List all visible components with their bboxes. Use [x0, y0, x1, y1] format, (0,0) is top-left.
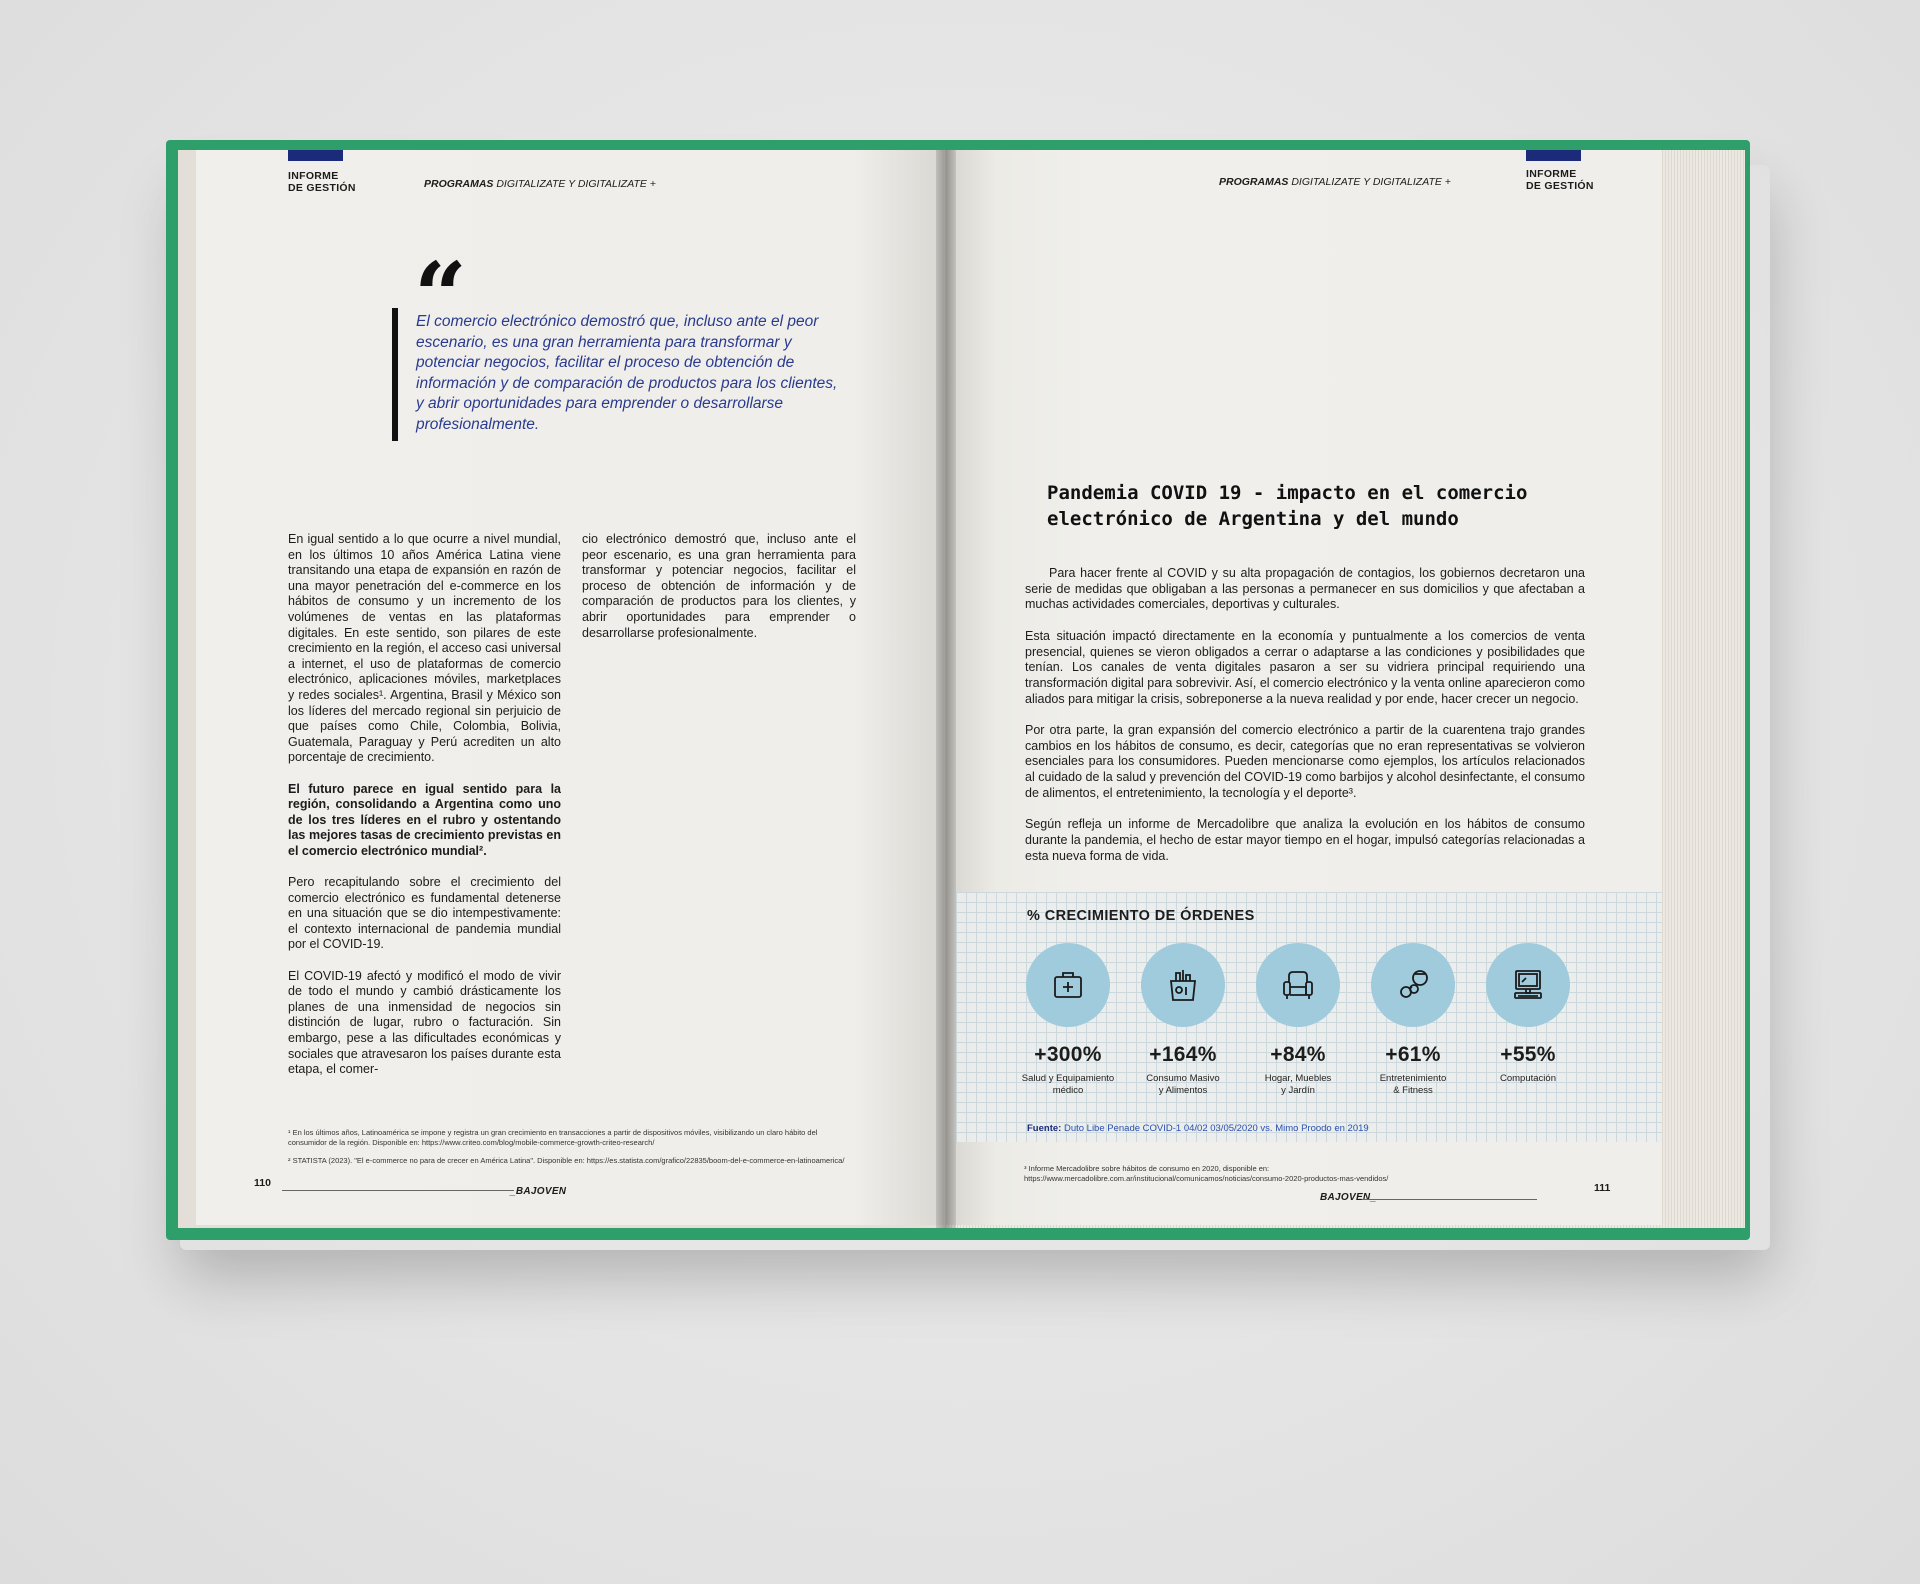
header-label-line2: DE GESTIÓN: [288, 182, 356, 194]
paragraph: Pero recapitulando sobre el crecimiento del comercio electrónico es fundamental detenerse en una situación que se dio intempestivamente: el contexto internacional de pandemia mundial por el COVID-19.: [288, 875, 561, 952]
footer-rule: [1362, 1199, 1537, 1200]
paragraph: Por otra parte, la gran expansión del comercio electrónico a partir de la cuarentena trajo grandes cambios en los hábitos de consumo, es decir, categorías que no eran representativas se volvieron esenciales para los consumidores. Pueden mencionarse como ejemplos, los artículos relacionados al cuidado de la salud y prevención del COVID-19 como barbijos y alcohol desinfectante, el consumo de alimentos, el entretenimiento, la tecnología y el deporte³.: [1025, 723, 1585, 800]
category-groceries: [1123, 943, 1243, 1097]
category-computing: [1468, 943, 1588, 1085]
left-footnotes: [288, 1128, 853, 1174]
right-body-text: [1025, 566, 1585, 880]
category-health: [1008, 943, 1128, 1097]
category-label: [1123, 1073, 1243, 1097]
header-label-line1: INFORME: [288, 170, 339, 182]
paragraph: En igual sentido a lo que ocurre a nivel mundial, en los últimos 10 años América Latina viene transitando una etapa de expansión en razón de una mayor penetración del e-commerce en los hábitos de consumo y un incremento de los volúmenes de ventas en las plataformas digitales. En este sentido, son pilares de este crecimiento en la región, el acceso casi universal a internet, el uso de plataformas de comercio electrónico, aplicaciones móviles, marketplaces y redes sociales¹. Argentina, Brasil y México son los líderes del mercado regional sin perjuicio de que países como Chile, Colombia, Bolivia, Guatemala, Paraguay y Perú acrediten un alto porcentaje de crecimiento.: [288, 532, 561, 765]
footnote-2: ² STATISTA (2023). "El e-commerce no para de crecer en América Latina". Disponible en: https://es.statista.com/grafico/22835/boom-del-e-commerce-en-latinoamerica/: [288, 1156, 845, 1165]
category-circle: [1256, 943, 1340, 1027]
category-label-line1: Salud y Equipamiento: [1021, 1073, 1115, 1084]
armchair-icon: [1278, 965, 1318, 1005]
source-text: Duto Libe Penade COVID-1 04/02 03/05/2020 vs. Mimo Proodo en 2019: [1063, 1123, 1369, 1134]
left-column-1: [288, 532, 561, 1093]
category-circle: [1486, 943, 1570, 1027]
category-home: [1238, 943, 1358, 1097]
paragraph: cio electrónico demostró que, incluso ante el peor escenario, es una gran herramienta para transformar y potenciar negocios, facilitar el proceso de obtención de información y de comparación de productos para los clientes, y abrir oportunidades para emprender o desarrollarse profesionalmente.: [582, 532, 856, 640]
category-percent: +84%: [1270, 1043, 1326, 1066]
paragraph: Según refleja un informe de Mercadolibre que analiza la evolución en los hábitos de consumo durante la pandemia, el hecho de estar mayor tiempo en el hogar, impulsó categorías relacionadas a esta nueva forma de vida.: [1025, 817, 1585, 863]
book-spine-gutter: [936, 150, 956, 1228]
category-circle: [1141, 943, 1225, 1027]
quote-bar: [392, 308, 398, 441]
page-number-left: 110: [254, 1177, 271, 1189]
category-label-line1: Entretenimiento: [1379, 1073, 1447, 1084]
page-number-right: 111: [1594, 1182, 1611, 1194]
paragraph: Esta situación impactó directamente en la economía y puntualmente a los comercios de venta presencial, quienes se vieron obligados a cerrar o adaptarse a las condiciones y posibilidades que tenían. Los canales de venta digitales pasaron a ser su vidriera principal requiriendo una transformación digital para sobrevivir. Así, el comercio electrónico y la venta online aparecieron como aliados para mitigar la crisis, sobreponerse a la nueva realidad y por ende, hacer crecer un negocio.: [1025, 628, 1585, 706]
category-circle: [1026, 943, 1110, 1027]
grocery-bag-icon: [1163, 965, 1203, 1005]
category-label-line2: & Fitness: [1393, 1085, 1433, 1096]
left-column-2: [582, 532, 856, 657]
right-footnotes: [1024, 1164, 1584, 1184]
paragraph: Para hacer frente al COVID y su alta propagación de contagios, los gobiernos decretaron una serie de medidas que obligaban a las personas a permanecer en sus domicilios y que afectaban a muchas actividades comerciales, deportivas y culturales.: [1025, 566, 1585, 612]
category-percent: +164%: [1149, 1043, 1217, 1066]
category-label-line1: Consumo Masivo: [1146, 1073, 1220, 1084]
category-label-line2: y Alimentos: [1158, 1085, 1208, 1096]
header-title-bold: PROGRAMAS: [1219, 176, 1289, 188]
header-report-label: [1526, 168, 1594, 192]
category-label-line1: Hogar, Muebles: [1264, 1073, 1332, 1084]
header-section-title: [1219, 176, 1451, 188]
section-heading: Pandemia COVID 19 - impacto en el comercio electrónico de Argentina y del mundo: [1047, 482, 1528, 530]
footnote-3-url: https://www.mercadolibre.com.ar/institucional/comunicamos/noticias/consumo-2020-productos-mas-vendidos/: [1024, 1174, 1389, 1183]
category-label: [1008, 1073, 1128, 1097]
computer-icon: [1508, 965, 1548, 1005]
header-title-rest: DIGITALIZATE Y DIGITALIZATE +: [1288, 176, 1451, 188]
category-label: [1353, 1073, 1473, 1097]
quote-mark-icon: “: [414, 242, 467, 350]
footer-brand-left: _BAJOVEN: [510, 1186, 567, 1197]
category-percent: +61%: [1385, 1043, 1441, 1066]
left-page: [196, 150, 944, 1225]
category-label: [1468, 1073, 1588, 1085]
header-label-line1: INFORME: [1526, 168, 1577, 180]
header-accent-bar: [288, 150, 343, 161]
chart-source: [1027, 1123, 1369, 1134]
footer-brand-right: BAJOVEN_: [1320, 1192, 1377, 1203]
category-percent: +55%: [1500, 1043, 1556, 1066]
header-section-title: [424, 178, 656, 190]
header-label-line2: DE GESTIÓN: [1526, 180, 1594, 192]
header-accent-bar: [1526, 150, 1581, 161]
pull-quote: El comercio electrónico demostró que, incluso ante el peor escenario, es una gran herramienta para transformar y potenciar negocios, facilitar el proceso de obtención de información y de comparación de productos para los clientes, y abrir oportunidades para emprender o desarrollarse profesionalmente.: [416, 313, 838, 433]
header-title-rest: DIGITALIZATE Y DIGITALIZATE +: [493, 178, 656, 190]
category-label-line1: Computación: [1500, 1073, 1556, 1084]
category-label-line2: médico: [1052, 1085, 1084, 1096]
right-page: [946, 150, 1662, 1225]
paragraph-bold: El futuro parece en igual sentido para la región, consolidando a Argentina como uno de los tres líderes en el rubro y ostentando las mejores tasas de crecimiento previstas en el comercio electrónico mundial².: [288, 781, 561, 858]
category-label: [1238, 1073, 1358, 1097]
footnote-3: ³ Informe Mercadolibre sobre hábitos de consumo en 2020, disponible en:: [1024, 1164, 1270, 1173]
category-circle: [1371, 943, 1455, 1027]
footer-rule: [282, 1190, 514, 1191]
category-entertainment: [1353, 943, 1473, 1097]
footnote-1: ¹ En los últimos años, Latinoamérica se impone y registra un gran crecimiento en transacciones a partir de dispositivos móviles, visibilizando un claro hábito del consumidor de la región. Disponible en: https://www.criteo.com/blog/mobile-commerce-growth-criteo-research/: [288, 1128, 818, 1147]
infographic-title: % CRECIMIENTO DE ÓRDENES: [1027, 908, 1255, 924]
header-title-bold: PROGRAMAS: [424, 178, 494, 190]
source-label: Fuente:: [1027, 1123, 1062, 1134]
dumbbell-icon: [1393, 965, 1433, 1005]
category-label-line2: y Jardín: [1281, 1085, 1315, 1096]
header-report-label: [288, 170, 356, 194]
paragraph: El COVID-19 afectó y modificó el modo de vivir de todo el mundo y cambió drásticamente los planes de una inmensidad de negocios sin distinción de lugar, rubro o facturación. Sin embargo, pese a las dificultades económicas y sociales que atravesaron los países durante esta etapa, el comer-: [288, 968, 561, 1077]
category-percent: +300%: [1034, 1043, 1102, 1066]
first-aid-kit-icon: [1048, 965, 1088, 1005]
